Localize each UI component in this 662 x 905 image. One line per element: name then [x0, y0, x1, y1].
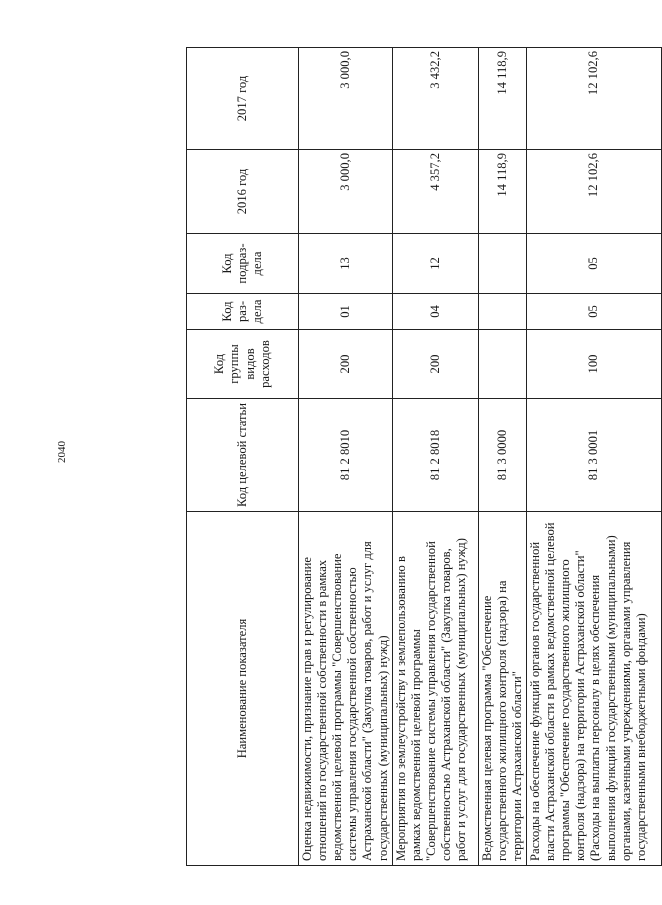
row-target-code: 81 3 0001	[526, 399, 661, 512]
budget-table	[186, 47, 662, 866]
header-subsection-code: Код подраз-дела	[187, 234, 299, 294]
row-target-code: 81 2 8018	[392, 399, 478, 512]
row-name: Мероприятия по землеустройству и землепользованию в рамках ведомственной целевой программы "Совершенствование системы управления государственной собственностью Астраханской области" (Закупка товаров, работ и услуг для государственных (муниципальных) нужд)	[392, 512, 478, 866]
row-name: Ведомственная целевая программа "Обеспечение государственного жилищного контроля (надзора) на территории Астраханской области"	[478, 512, 526, 866]
row-year-2016: 14 118,9	[478, 150, 526, 234]
header-target-code: Код целевой статьи	[187, 399, 299, 512]
table-row	[299, 48, 393, 866]
table-row	[478, 48, 526, 866]
row-target-code: 81 3 0000	[478, 399, 526, 512]
row-target-code: 81 2 8010	[299, 399, 393, 512]
table-header-row	[187, 48, 299, 866]
row-expense-group-code	[478, 330, 526, 399]
table-row	[526, 48, 661, 866]
header-name: Наименование показателя	[187, 512, 299, 866]
row-subsection-code: 12	[392, 234, 478, 294]
row-name: Оценка недвижимости, признание прав и регулирование отношений по государственной собственности в рамках ведомственной целевой программы "Совершенствование системы управления государственной собственностью Астраханской области" (Закупка товаров, работ и услуг для государственных (муниципальных) нужд)	[299, 512, 393, 866]
row-year-2016: 4 357,2	[392, 150, 478, 234]
row-section-code	[478, 294, 526, 330]
row-expense-group-code: 100	[526, 330, 661, 399]
row-expense-group-code: 200	[392, 330, 478, 399]
row-year-2016: 3 000,0	[299, 150, 393, 234]
row-subsection-code: 05	[526, 234, 661, 294]
rotated-table-container	[186, 48, 648, 866]
row-section-code: 04	[392, 294, 478, 330]
header-section-code: Код раз-дела	[187, 294, 299, 330]
row-year-2016: 12 102,6	[526, 150, 661, 234]
row-year-2017: 12 102,6	[526, 48, 661, 150]
row-section-code: 05	[526, 294, 661, 330]
row-subsection-code: 13	[299, 234, 393, 294]
row-expense-group-code: 200	[299, 330, 393, 399]
header-year-2016: 2016 год	[187, 150, 299, 234]
row-year-2017: 3 000,0	[299, 48, 393, 150]
row-subsection-code	[478, 234, 526, 294]
header-expense-group-code: Код группы видов расходов	[187, 330, 299, 399]
page-number: 2040	[56, 441, 68, 463]
row-name: Расходы на обеспечение функций органов государственной власти Астраханской области в рамках ведомственной целевой программы "Обеспечение государственного жилищного контроля (надзора) на территории Астраханской области" (Расходы на выплаты персоналу в целях обеспечения выполнения функций государственными (муниципальными) органами, казенными учреждениями, органами управления государственными внебюджетными фондами)	[526, 512, 661, 866]
row-section-code: 01	[299, 294, 393, 330]
row-year-2017: 14 118,9	[478, 48, 526, 150]
table-row	[392, 48, 478, 866]
header-year-2017: 2017 год	[187, 48, 299, 150]
row-year-2017: 3 432,2	[392, 48, 478, 150]
